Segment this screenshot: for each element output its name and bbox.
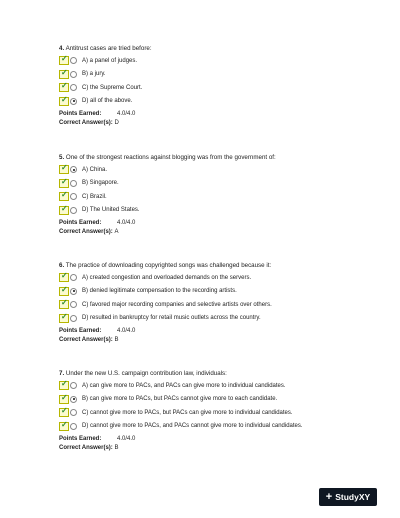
check-icon: ✓ xyxy=(61,176,68,186)
choice-label: A) China. xyxy=(82,166,108,173)
choice-d xyxy=(59,420,359,432)
radio-button-selected[interactable] xyxy=(70,288,77,295)
check-icon: ✓ xyxy=(61,163,68,172)
radio-button[interactable] xyxy=(70,57,77,64)
question-prompt: The practice of downloading copyrighted songs was challenged because it: xyxy=(65,262,272,269)
choice-d xyxy=(59,312,359,324)
choice-b xyxy=(59,393,359,405)
check-icon: ✓ xyxy=(61,190,68,199)
studyxy-logo[interactable] xyxy=(319,488,377,506)
choice-c xyxy=(59,191,359,203)
correct-answer-value: D xyxy=(114,120,119,126)
correct-answer xyxy=(59,228,359,237)
check-icon: ✓ xyxy=(61,406,68,415)
radio-button[interactable] xyxy=(70,409,77,416)
choice-label: C) cannot give more to PACs, but PACs can give more to individual candidates. xyxy=(82,409,293,416)
choice-label: D) cannot give more to PACs, and PACs cannot give more to individual candidates. xyxy=(82,423,303,429)
radio-button[interactable] xyxy=(70,315,77,322)
choice-b xyxy=(59,177,359,189)
question-text xyxy=(59,370,359,378)
choice-b xyxy=(59,285,359,297)
question-number: 6. xyxy=(59,262,65,269)
radio-button-selected[interactable] xyxy=(70,98,77,105)
choice-label: D) resulted in bankruptcy for retail music outlets across the country. xyxy=(82,315,261,321)
points-earned xyxy=(59,219,359,228)
question-text xyxy=(59,262,359,270)
choice-label: A) a panel of judges. xyxy=(82,57,138,64)
radio-button[interactable] xyxy=(70,180,77,187)
choice-d xyxy=(59,204,359,216)
question-number: 5. xyxy=(59,154,65,161)
brand-name: StudyXY xyxy=(335,492,371,502)
choice-label: B) denied legitimate compensation to the recording artists. xyxy=(82,288,237,294)
choice-c xyxy=(59,299,359,311)
correct-answer-label: Correct Answer(s): xyxy=(59,445,113,451)
question-7 xyxy=(59,370,359,453)
question-text xyxy=(59,45,359,53)
choice-label: A) created congestion and overloaded demands on the servers. xyxy=(82,274,252,281)
correct-answer xyxy=(59,119,359,128)
choice-label: C) Brazil. xyxy=(82,193,107,200)
points-earned xyxy=(59,110,359,119)
choice-a xyxy=(59,272,359,284)
question-prompt: Antitrust cases are tried before: xyxy=(65,45,152,52)
choice-label: C) the Supreme Court. xyxy=(82,84,143,91)
choice-a xyxy=(59,164,359,176)
question-4 xyxy=(59,45,359,128)
check-icon: ✓ xyxy=(61,392,68,402)
plus-icon: + xyxy=(325,491,333,503)
check-icon: ✓ xyxy=(61,67,68,77)
question-6 xyxy=(59,262,359,345)
check-icon: ✓ xyxy=(61,284,68,294)
points-earned-label: Points Earned: xyxy=(59,220,102,226)
points-earned xyxy=(59,327,359,336)
choice-c xyxy=(59,82,359,94)
correct-answer-value: A xyxy=(114,229,119,235)
correct-answer xyxy=(59,336,359,345)
question-number: 7. xyxy=(59,370,65,377)
check-icon: ✓ xyxy=(61,81,68,90)
question-number: 4. xyxy=(59,45,65,52)
choice-label: C) favored major recording companies and selective artists over others. xyxy=(82,301,272,308)
choice-d xyxy=(59,95,359,107)
choice-label: D) The United States. xyxy=(82,207,140,213)
question-5 xyxy=(59,154,359,237)
choice-label: B) a jury. xyxy=(82,71,106,77)
check-icon: ✓ xyxy=(61,203,68,213)
correct-answer-value: B xyxy=(114,445,119,451)
radio-button[interactable] xyxy=(70,274,77,281)
check-icon: ✓ xyxy=(61,419,68,429)
check-icon: ✓ xyxy=(61,379,68,388)
choice-c xyxy=(59,407,359,419)
radio-button[interactable] xyxy=(70,423,77,430)
check-icon: ✓ xyxy=(61,311,68,321)
check-icon: ✓ xyxy=(61,54,68,63)
choice-a xyxy=(59,55,359,67)
question-text xyxy=(59,154,359,162)
points-earned-value: 4.0/4.0 xyxy=(117,436,136,442)
check-icon: ✓ xyxy=(61,298,68,307)
radio-button[interactable] xyxy=(70,193,77,200)
points-earned-label: Points Earned: xyxy=(59,328,102,334)
radio-button[interactable] xyxy=(70,71,77,78)
choice-label: A) can give more to PACs, and PACs can give more to individual candidates. xyxy=(82,382,286,389)
correct-answer-label: Correct Answer(s): xyxy=(59,337,113,343)
choice-label: B) can give more to PACs, but PACs cannot give more to each candidate. xyxy=(82,396,278,402)
radio-button[interactable] xyxy=(70,207,77,214)
points-earned xyxy=(59,435,359,444)
correct-answer-label: Correct Answer(s): xyxy=(59,120,113,126)
points-earned-value: 4.0/4.0 xyxy=(117,328,136,334)
question-prompt: Under the new U.S. campaign contribution law, individuals: xyxy=(65,370,227,377)
points-earned-value: 4.0/4.0 xyxy=(117,111,136,117)
choice-label: B) Singapore. xyxy=(82,180,119,186)
choice-a xyxy=(59,380,359,392)
check-icon: ✓ xyxy=(61,271,68,280)
points-earned-label: Points Earned: xyxy=(59,111,102,117)
radio-button[interactable] xyxy=(70,301,77,308)
radio-button-selected[interactable] xyxy=(70,396,77,403)
choice-label: D) all of the above. xyxy=(82,98,133,104)
radio-button-selected[interactable] xyxy=(70,166,77,173)
points-earned-value: 4.0/4.0 xyxy=(117,220,136,226)
radio-button[interactable] xyxy=(70,382,77,389)
correct-answer xyxy=(59,444,359,453)
check-icon: ✓ xyxy=(61,94,68,104)
choice-b xyxy=(59,68,359,80)
radio-button[interactable] xyxy=(70,84,77,91)
points-earned-label: Points Earned: xyxy=(59,436,102,442)
correct-answer-value: B xyxy=(114,337,119,343)
question-prompt: One of the strongest reactions against blogging was from the government of: xyxy=(65,154,276,161)
correct-answer-label: Correct Answer(s): xyxy=(59,229,113,235)
